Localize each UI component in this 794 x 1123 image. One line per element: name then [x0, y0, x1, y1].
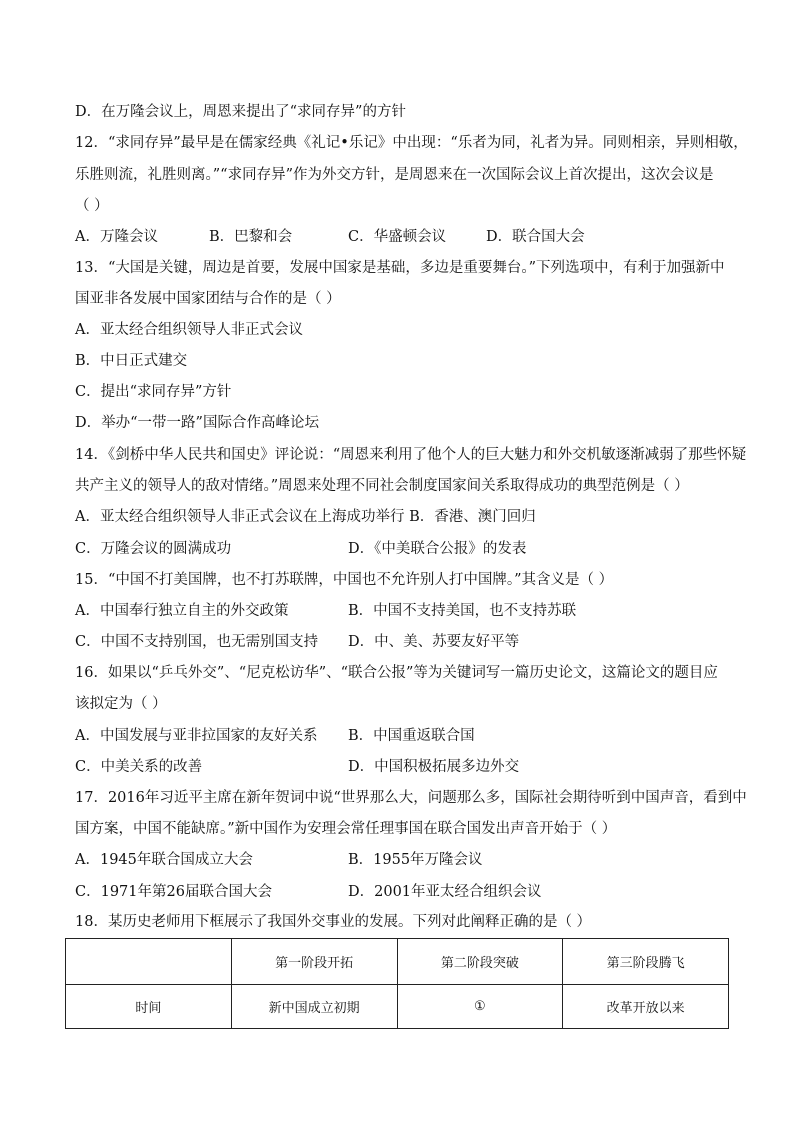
q16-option-a: A．中国发展与亚非拉国家的友好关系 [75, 728, 318, 744]
q14-option-a-b: A．亚太经合组织领导人非正式会议在上海成功举行 B．香港、澳门回归 [75, 509, 536, 525]
q15-option-c: C．中国不支持别国，也无需别国支持 [75, 634, 319, 650]
q16-option-c: C．中美关系的改善 [75, 759, 203, 775]
q12-answer-blank: （ ） [75, 198, 109, 214]
table-header-cell: 第一阶段开拓 [231, 939, 397, 985]
q12-stem-line-2: 乐胜则流，礼胜则离。”“求同存异”作为外交方针，是周恩来在一次国际会议上首次提出，这次会议是 [75, 167, 714, 183]
q16-option-b: B．中国重返联合国 [348, 728, 475, 744]
q14-option-c: C．万隆会议的圆满成功 [75, 541, 232, 557]
q17-option-d: D．2001年亚太经合组织会议 [348, 884, 542, 900]
q11-option-d: D．在万隆会议上，周恩来提出了“求同存异”的方针 [75, 104, 406, 120]
q17-stem-line-2: 国方案，中国不能缺席。”新中国作为安理会常任理事国在联合国发出声音开始于（ ） [75, 821, 617, 837]
q18-stem: 18．某历史老师用下框展示了我国外交事业的发展。下列对此阐释正确的是（ ） [75, 914, 592, 930]
q16-stem-line-2: 该拟定为（ ） [75, 696, 167, 712]
table-cell: ① [397, 985, 563, 1029]
table-row [66, 985, 729, 1029]
q17-stem-line-1: 17．2016年习近平主席在新年贺词中说“世界那么大，问题那么多，国际社会期待听到中国声音，看到中 [75, 790, 747, 806]
table-cell: 改革开放以来 [563, 985, 729, 1029]
diplomacy-stages-table [65, 938, 729, 1029]
q17-option-a: A．1945年联合国成立大会 [75, 852, 253, 868]
q13-option-c: C．提出“求同存异”方针 [75, 384, 232, 400]
table-header-cell: 第二阶段突破 [397, 939, 563, 985]
table-cell: 时间 [66, 985, 232, 1029]
q13-option-d: D．举办“一带一路”国际合作高峰论坛 [75, 415, 319, 431]
q17-option-c: C．1971年第26届联合国大会 [75, 884, 272, 900]
q15-stem: 15．“中国不打美国牌，也不打苏联牌，中国也不允许别人打中国牌。”其含义是（ ） [75, 572, 614, 588]
table-cell: 新中国成立初期 [231, 985, 397, 1029]
q15-option-a: A．中国奉行独立自主的外交政策 [75, 603, 289, 619]
q12-option-a: A．万隆会议 [75, 229, 158, 245]
table-header-cell [66, 939, 232, 985]
q15-option-b: B．中国不支持美国，也不支持苏联 [348, 603, 577, 619]
q15-option-d: D．中、美、苏要友好平等 [348, 634, 520, 650]
q16-stem-line-1: 16．如果以“乒乓外交”、“尼克松访华”、“联合公报”等为关键词写一篇历史论文，这篇论文的题目应 [75, 665, 718, 681]
q12-stem-line-1: 12．“求同存异”最早是在儒家经典《礼记•乐记》中出现：“乐者为同，礼者为异。同则相亲，异则相敬， [75, 135, 748, 151]
q14-option-d: D．《中美联合公报》的发表 [348, 541, 527, 557]
q14-stem-line-2: 共产主义的领导人的敌对情绪。”周恩来处理不同社会制度国家间关系取得成功的典型范例是（ ） [75, 478, 689, 494]
q13-stem-line-2: 国亚非各发展中国家团结与合作的是（ ） [75, 291, 341, 307]
q14-stem-line-1: 14．《剑桥中华人民共和国史》评论说：“周恩来利用了他个人的巨大魅力和外交机敏逐渐减弱了那些怀疑 [75, 447, 747, 463]
q12-option-b: B．巴黎和会 [209, 229, 293, 245]
q16-option-d: D．中国积极拓展多边外交 [348, 759, 520, 775]
q12-option-c: C．华盛顿会议 [348, 229, 447, 245]
q13-option-a: A．亚太经合组织领导人非正式会议 [75, 322, 303, 338]
q12-option-d: D．联合国大会 [486, 229, 585, 245]
table-header-cell: 第三阶段腾飞 [563, 939, 729, 985]
q17-option-b: B．1955年万隆会议 [348, 852, 483, 868]
q13-option-b: B．中日正式建交 [75, 353, 188, 369]
q13-stem-line-1: 13．“大国是关键，周边是首要，发展中国家是基础，多边是重要舞台。”下列选项中，有利于加强新中 [75, 260, 725, 276]
table-header-row [66, 939, 729, 985]
